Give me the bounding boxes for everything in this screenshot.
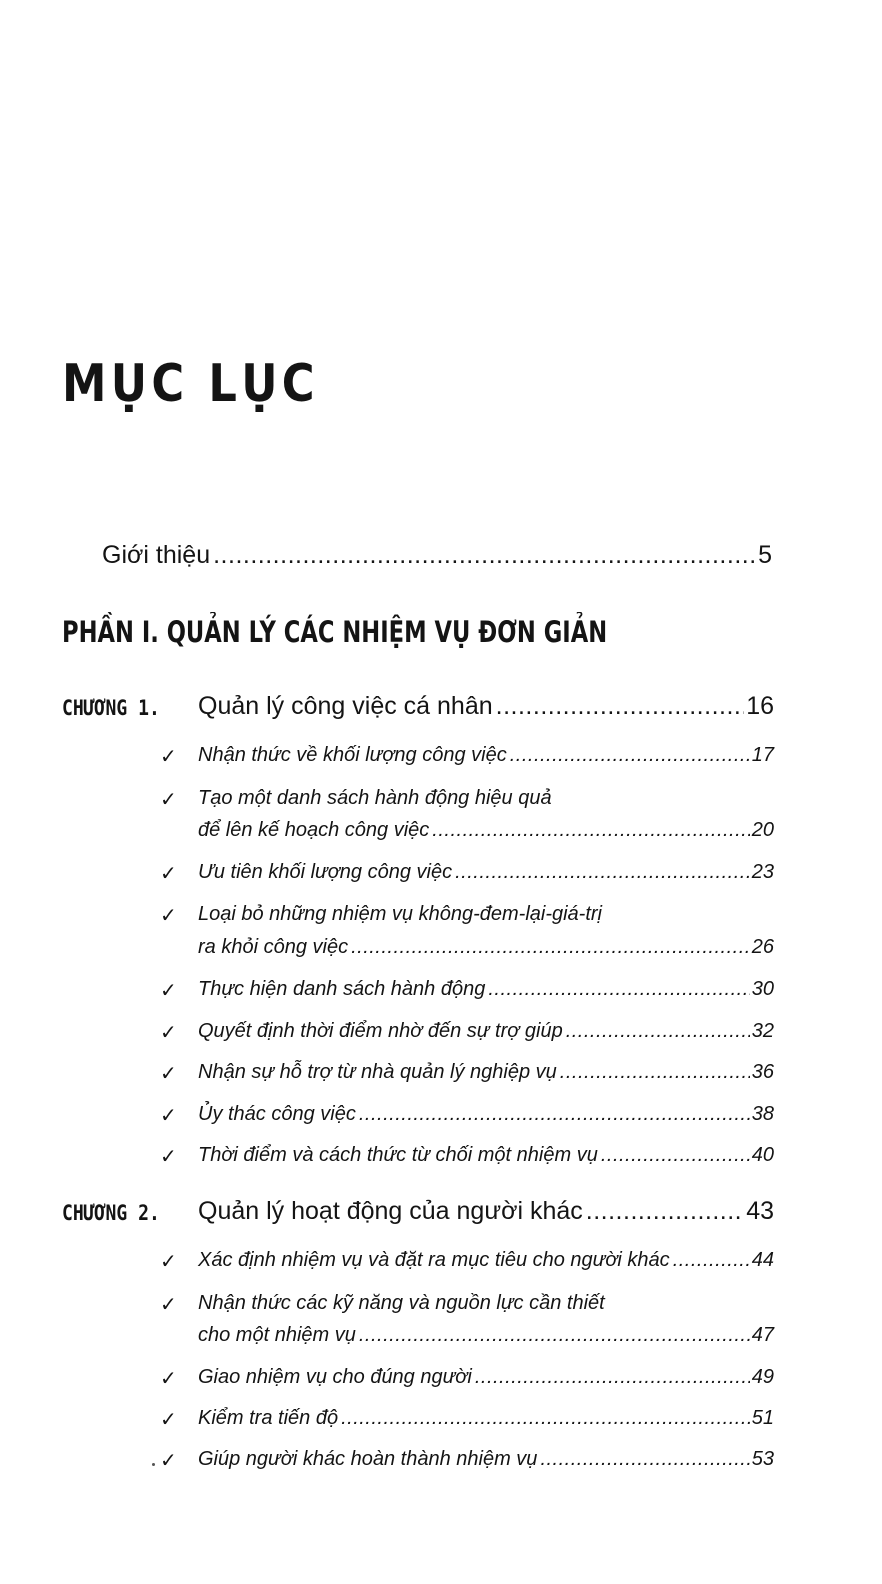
dot-leader bbox=[359, 1322, 750, 1348]
toc-page-number: 20 bbox=[751, 819, 774, 841]
check-mark-icon: ✓ bbox=[160, 787, 177, 811]
toc-item-label: Quyết định thời điểm nhờ đến sự trợ giúp bbox=[198, 1020, 563, 1042]
chapter-label: CHƯƠNG 2. bbox=[62, 1201, 160, 1225]
dot-leader bbox=[566, 1018, 750, 1044]
part-title: PHẦN I. QUẢN LÝ CÁC NHIỆM VỤ ĐƠN GIẢN bbox=[62, 615, 608, 649]
toc-item-label: Giúp người khác hoàn thành nhiệm vụ bbox=[198, 1448, 538, 1470]
chapter-title: Quản lý hoạt động của người khác bbox=[198, 1197, 583, 1225]
toc-item bbox=[198, 1364, 774, 1390]
toc-item bbox=[198, 1322, 774, 1348]
toc-item-label: Ưu tiên khối lượng công việc bbox=[198, 861, 453, 883]
dot-leader bbox=[351, 934, 750, 960]
toc-item bbox=[198, 976, 774, 1002]
check-mark-icon: ✓ bbox=[160, 1407, 177, 1431]
stray-dot-mark bbox=[152, 1463, 155, 1466]
check-mark-icon: ✓ bbox=[160, 1144, 177, 1168]
toc-page-number: 40 bbox=[751, 1144, 774, 1166]
toc-page-number: 16 bbox=[746, 692, 774, 720]
toc-item-label: cho một nhiệm vụ bbox=[198, 1324, 356, 1346]
toc-item-label: Giao nhiệm vụ cho đúng người bbox=[198, 1366, 472, 1388]
toc-item-label: Ủy thác công việc bbox=[198, 1103, 356, 1125]
toc-page-number: 26 bbox=[751, 936, 774, 958]
dot-leader bbox=[432, 817, 749, 843]
dot-leader bbox=[455, 859, 750, 885]
toc-item bbox=[198, 817, 774, 843]
toc-item-label: Thời điểm và cách thức từ chối một nhiệm vụ bbox=[198, 1144, 598, 1166]
dot-leader bbox=[540, 1446, 749, 1472]
check-mark-icon: ✓ bbox=[160, 1249, 177, 1273]
dot-leader bbox=[359, 1101, 750, 1127]
dot-leader bbox=[560, 1059, 750, 1085]
check-mark-icon: ✓ bbox=[160, 1366, 177, 1390]
toc-page-number: 51 bbox=[751, 1407, 774, 1429]
check-mark-icon: ✓ bbox=[160, 1061, 177, 1085]
toc-item bbox=[198, 1101, 774, 1127]
toc-page-number: 23 bbox=[751, 861, 774, 883]
toc-item bbox=[198, 1247, 774, 1273]
chapter-title: Quản lý công việc cá nhân bbox=[198, 692, 493, 720]
toc-item-label-line1: Nhận thức các kỹ năng và nguồn lực cần thiết bbox=[198, 1292, 605, 1314]
dot-leader bbox=[488, 976, 749, 1002]
check-mark-icon: ✓ bbox=[160, 1292, 177, 1316]
toc-entry-label: Giới thiệu bbox=[102, 541, 211, 569]
toc-chapter-2 bbox=[198, 1195, 774, 1227]
check-mark-icon: ✓ bbox=[160, 1103, 177, 1127]
toc-item-label: Xác định nhiệm vụ và đặt ra mục tiêu cho người khác bbox=[198, 1249, 670, 1271]
toc-page-number: 43 bbox=[746, 1197, 774, 1225]
toc-chapter-1 bbox=[198, 690, 774, 722]
toc-page-number: 36 bbox=[751, 1061, 774, 1083]
toc-item bbox=[198, 934, 774, 960]
dot-leader bbox=[510, 742, 750, 768]
toc-page-number: 53 bbox=[751, 1448, 774, 1470]
dot-leader bbox=[496, 690, 745, 722]
toc-item-label: ra khỏi công việc bbox=[198, 936, 349, 958]
toc-item-label-line1: Loại bỏ những nhiệm vụ không-đem-lại-giá-trị bbox=[198, 903, 603, 925]
toc-item-label-line1: Tạo một danh sách hành động hiệu quả bbox=[198, 787, 552, 809]
check-mark-icon: ✓ bbox=[160, 1020, 177, 1044]
check-mark-icon: ✓ bbox=[160, 903, 177, 927]
toc-page-number: 38 bbox=[751, 1103, 774, 1125]
toc-item-label: Kiểm tra tiến độ bbox=[198, 1407, 339, 1429]
toc-page-number: 49 bbox=[751, 1366, 774, 1388]
toc-page-number: 5 bbox=[758, 541, 772, 569]
toc-page-number: 47 bbox=[751, 1324, 774, 1346]
toc-entry-intro bbox=[102, 539, 772, 571]
dot-leader bbox=[341, 1405, 750, 1431]
toc-item bbox=[198, 859, 774, 885]
chapter-label: CHƯƠNG 1. bbox=[62, 696, 160, 720]
toc-item bbox=[198, 1059, 774, 1085]
toc-item bbox=[198, 1018, 774, 1044]
toc-item bbox=[198, 1405, 774, 1431]
check-mark-icon: ✓ bbox=[160, 861, 177, 885]
page-title: MỤC LỤC bbox=[62, 354, 319, 414]
toc-item bbox=[198, 1142, 774, 1168]
dot-leader bbox=[213, 539, 756, 571]
toc-item-label: Thực hiện danh sách hành động bbox=[198, 978, 486, 1000]
toc-item bbox=[198, 742, 774, 768]
dot-leader bbox=[475, 1364, 750, 1390]
toc-item-label: để lên kế hoạch công việc bbox=[198, 819, 430, 841]
dot-leader bbox=[673, 1247, 750, 1273]
check-mark-icon: ✓ bbox=[160, 978, 177, 1002]
toc-page-number: 17 bbox=[751, 744, 774, 766]
toc-item-label: Nhận sự hỗ trợ từ nhà quản lý nghiệp vụ bbox=[198, 1061, 557, 1083]
toc-item-label: Nhận thức về khối lượng công việc bbox=[198, 744, 507, 766]
toc-page-number: 44 bbox=[751, 1249, 774, 1271]
toc-page-number: 30 bbox=[751, 978, 774, 1000]
toc-item bbox=[198, 1446, 774, 1472]
dot-leader bbox=[586, 1195, 744, 1227]
dot-leader bbox=[601, 1142, 750, 1168]
check-mark-icon: ✓ bbox=[160, 1448, 177, 1472]
toc-page-number: 32 bbox=[751, 1020, 774, 1042]
check-mark-icon: ✓ bbox=[160, 744, 177, 768]
